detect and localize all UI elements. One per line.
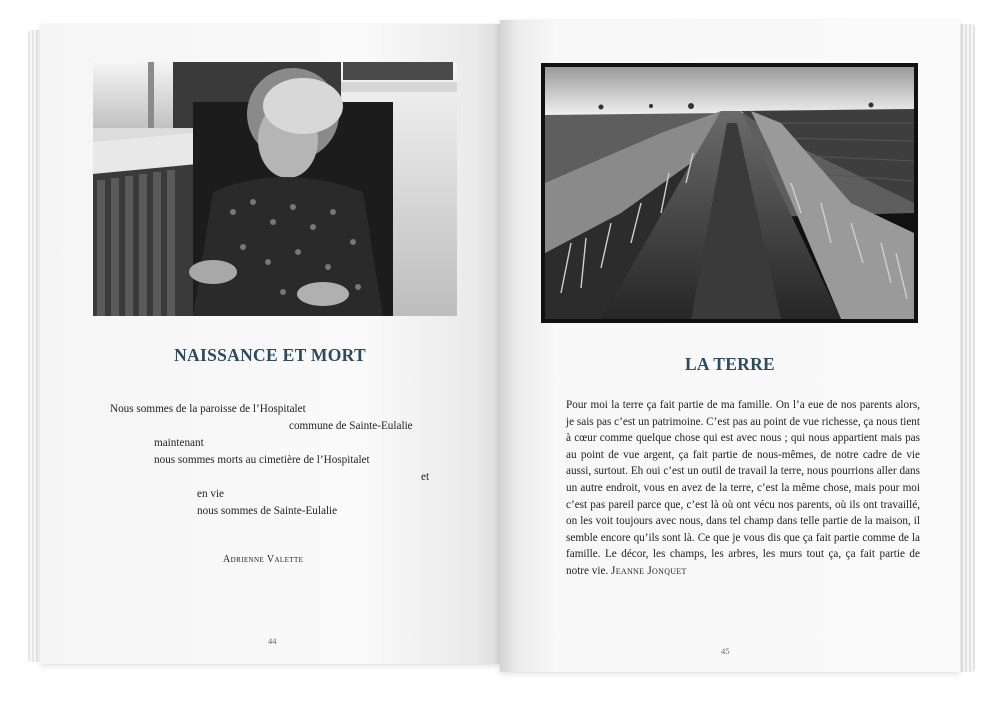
poem-line: Nous sommes de la paroisse de l’Hospitalet: [110, 403, 306, 415]
portrait-photo: [93, 62, 457, 316]
page-title-left: NAISSANCE ET MORT: [174, 345, 366, 365]
author-right: Jeanne Jonquet: [611, 564, 687, 577]
portrait-photo-illustration: [93, 62, 457, 316]
page-number-left: 44: [268, 636, 277, 646]
poem-line: nous sommes morts au cimetière de l’Hospitalet: [154, 454, 370, 466]
landscape-photo: [541, 63, 918, 323]
testimony-text: [566, 397, 920, 580]
poem-line: en vie: [197, 488, 225, 500]
page-number-right: 45: [721, 646, 730, 656]
page-title-right: LA TERRE: [684, 354, 776, 374]
poem-line: maintenant: [154, 437, 204, 449]
poem-line: nous sommes de Sainte-Eulalie: [197, 505, 338, 517]
testimony-body: Pour moi la terre ça fait partie de ma famille. On l’a eue de nos parents alors, je sais pas c’est un patrimoine. C’est pas au point de vue richesse, ça nous tient à cœur comme quelque chose qui est avec nous ; qui nous appartient mais pas au point de vue argent, ça fait partie de nous-mêmes, de notre cadre de vie aussi, surtout. Eh oui c’est un outil de travail la terre, nous pourrions aller dans un autre endroit, vous en avez de la terre, c’est la même chose, mais pour moi c’est pas pareil parce que, c’est là où ont vécu nos parents, où ils ont travaillé, on les voit toujours avec nous, dans tel champ dans telle partie de la maison, il semble encore qu’ils sont là. Ce que je vous dis que ça fait partie comme de la famille. Le décor, les champs, les arbres, les murs tout ça, ça fait partie de notre vie.: [566, 399, 920, 577]
poem-line: et: [421, 471, 430, 483]
poem-line: commune de Sainte-Eulalie: [289, 420, 413, 432]
landscape-photo-illustration: [541, 63, 918, 323]
author-left: Adrienne Valette: [223, 554, 304, 565]
